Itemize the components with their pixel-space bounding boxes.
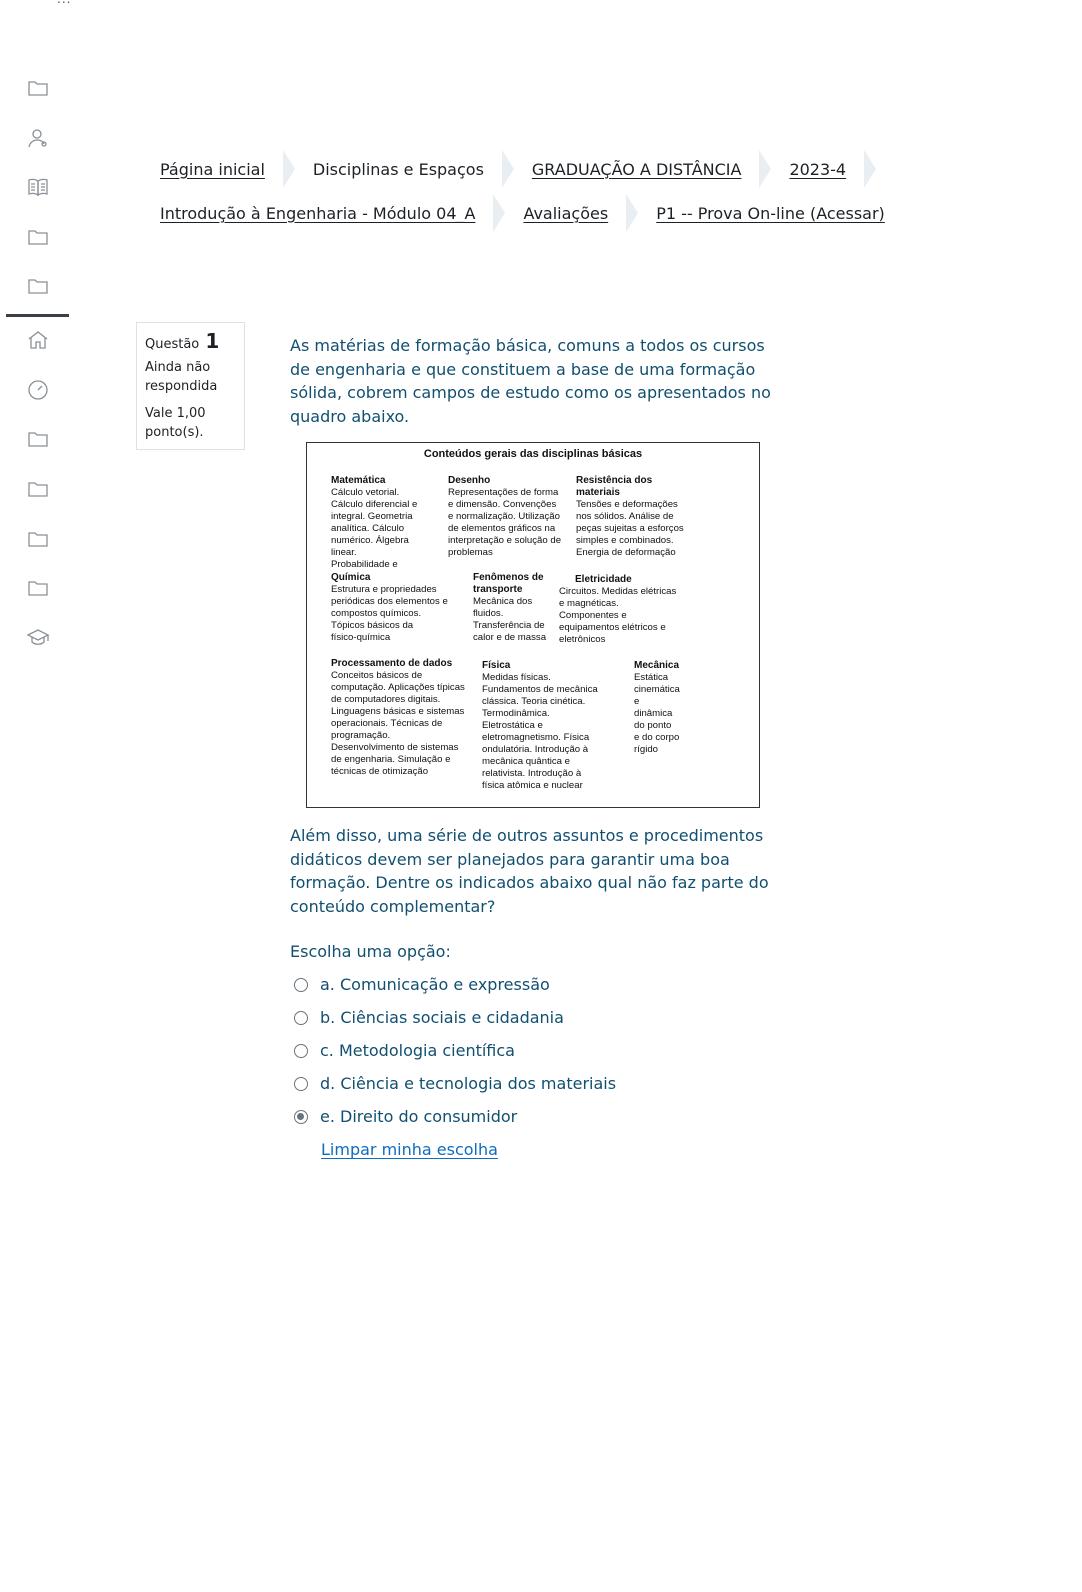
folder-icon[interactable] <box>26 527 50 551</box>
question-number <box>145 331 236 355</box>
question-text-intro: As matérias de formação básica, comuns a todos os cursos de engenharia e que constituem a base de uma formação sólida, cobrem campos de estudo como os apresentados no quadro abaixo. <box>290 336 771 426</box>
radio-button[interactable] <box>294 1077 308 1091</box>
breadcrumb-spaces: Disciplinas e Espaços <box>312 159 484 179</box>
figure-cell-heading: Física <box>482 660 511 671</box>
folder-icon[interactable] <box>26 576 50 600</box>
radio-button[interactable] <box>294 1011 308 1025</box>
option-a[interactable] <box>294 968 616 1001</box>
figure-cell-body: Cálculo vetorial. Cálculo diferencial e integral. Geometria analítica. Cálculo numérico. Álgebra linear. Probabilidade e <box>331 487 418 570</box>
folder-icon[interactable] <box>26 274 50 298</box>
figure-cell-body: Conceitos básicos de computação. Aplicações típicas de computadores digitais. Linguagens básicas e sistemas operacionais. Técnicas de programação. Desenvolvimento de sistemas de engenharia. Simulação e técnicas de otimização <box>331 670 465 777</box>
breadcrumb-separator-icon <box>626 194 638 232</box>
question-number-value: 1 <box>205 329 220 353</box>
sidebar-active-indicator <box>6 314 69 317</box>
option-label[interactable]: b. Ciências sociais e cidadania <box>320 1008 564 1027</box>
question-state: Ainda não respondida <box>145 360 218 394</box>
figure-cell-matematica <box>331 475 443 571</box>
option-b[interactable] <box>294 1001 616 1034</box>
breadcrumb <box>150 148 910 234</box>
choose-option-label: Escolha uma opção: <box>290 942 451 961</box>
breadcrumb-term-link[interactable]: 2023-4 <box>789 159 847 179</box>
breadcrumb-grad-link[interactable]: GRADUAÇÃO A DISTÂNCIA <box>531 159 742 179</box>
breadcrumb-separator-icon <box>759 150 771 188</box>
option-c[interactable] <box>294 1034 616 1067</box>
figure-title: Conteúdos gerais das disciplinas básicas <box>423 448 643 460</box>
breadcrumb-exam-link[interactable]: P1 -- Prova On-line (Acessar) <box>656 203 885 223</box>
radio-button[interactable] <box>294 978 308 992</box>
figure-cell-heading: Química <box>331 572 371 583</box>
question-label: Questão <box>145 337 200 352</box>
folder-icon[interactable] <box>26 427 50 451</box>
folder-icon[interactable] <box>26 477 50 501</box>
figure-cell-heading: Matemática <box>331 475 386 486</box>
clear-choice-link[interactable]: Limpar minha escolha <box>321 1140 498 1159</box>
home-icon[interactable] <box>26 328 50 352</box>
figure-cell-body: Tensões e deformações nos sólidos. Análise de peças sujeitas a esforços simples e combinados. Energia de deformação <box>576 499 684 558</box>
figure-cell-body: Mecânica dos fluidos. Transferência de calor e de massa <box>473 596 547 643</box>
question-grade: Vale 1,00 ponto(s). <box>145 406 206 440</box>
question-text-prompt: Além disso, uma série de outros assuntos e procedimentos didáticos devem ser planejados para garantir uma boa formação. Dentre os indicados abaixo qual não faz parte do conteúdo complementar? <box>290 826 769 916</box>
figure-cell-body: Circuitos. Medidas elétricas e magnéticas. Componentes e equipamentos elétricos e eletrônicos <box>559 586 677 645</box>
folder-icon[interactable] <box>26 76 50 100</box>
folder-icon[interactable] <box>26 225 50 249</box>
figure-cell-resistencia <box>576 475 704 559</box>
figure-cell-fisica <box>482 660 612 792</box>
option-d[interactable] <box>294 1067 616 1100</box>
answer-options <box>294 968 616 1133</box>
figure-cell-heading: Fenômenos de transporte <box>473 572 544 595</box>
radio-button-selected[interactable] <box>294 1110 308 1124</box>
figure-cell-heading: Mecânica <box>634 660 680 671</box>
option-label[interactable]: c. Metodologia científica <box>320 1041 515 1060</box>
figure-cell-heading: Resistência dos materiais <box>576 475 653 498</box>
figure-cell-heading: Eletricidade <box>575 574 632 585</box>
figure-cell-heading: Processamento de dados <box>331 658 453 669</box>
breadcrumb-separator-icon <box>502 150 514 188</box>
option-label[interactable]: d. Ciência e tecnologia dos materiais <box>320 1074 617 1093</box>
figure-cell-heading: Desenho <box>448 475 491 486</box>
figure-cell-fenomenos <box>473 572 561 644</box>
breadcrumb-home-link[interactable]: Página inicial <box>160 159 265 179</box>
graduation-cap-icon[interactable] <box>26 626 50 650</box>
book-icon[interactable] <box>26 175 50 199</box>
breadcrumb-separator-icon <box>283 150 295 188</box>
user-icon[interactable] <box>26 126 50 150</box>
figure-cell-body: Representações de forma e dimensão. Convenções e normalização. Utilização de elementos gráficos na interpretação e solução de problemas <box>448 487 562 558</box>
figure-cell-mecanica <box>634 660 704 756</box>
radio-button[interactable] <box>294 1044 308 1058</box>
question-info-box <box>136 322 245 450</box>
breadcrumb-assessments-link[interactable]: Avaliações <box>523 203 609 223</box>
dashboard-icon[interactable] <box>26 378 50 402</box>
breadcrumb-separator-icon <box>493 194 505 232</box>
figure-cell-quimica <box>331 572 467 644</box>
option-label[interactable]: e. Direito do consumidor <box>320 1107 518 1126</box>
figure-cell-processamento <box>331 658 481 778</box>
figure-cell-body: Estrutura e propriedades periódicas dos elementos e compostos químicos. Tópicos básicos da físico-química <box>331 584 448 643</box>
figure-cell-body: Medidas físicas. Fundamentos de mecânica clássica. Teoria cinética. Termodinâmica. Eletrostática e eletromagnetismo. Física ondulatória. Introdução à mecânica quântica e relativista. Introdução à física atômica e nuclear <box>482 672 598 791</box>
option-e[interactable] <box>294 1100 616 1133</box>
option-label[interactable]: a. Comunicação e expressão <box>320 975 550 994</box>
overflow-ellipsis[interactable] <box>57 0 71 6</box>
breadcrumb-course-link[interactable]: Introdução à Engenharia - Módulo 04_A <box>160 203 476 223</box>
breadcrumb-separator-icon <box>864 150 876 188</box>
figure-cell-desenho <box>448 475 576 559</box>
figure-cell-body: Estática cinemática e dinâmica do ponto e do corpo rígido <box>634 672 680 755</box>
figure-cell-eletricidade <box>559 574 699 646</box>
subjects-table-image <box>306 442 760 808</box>
